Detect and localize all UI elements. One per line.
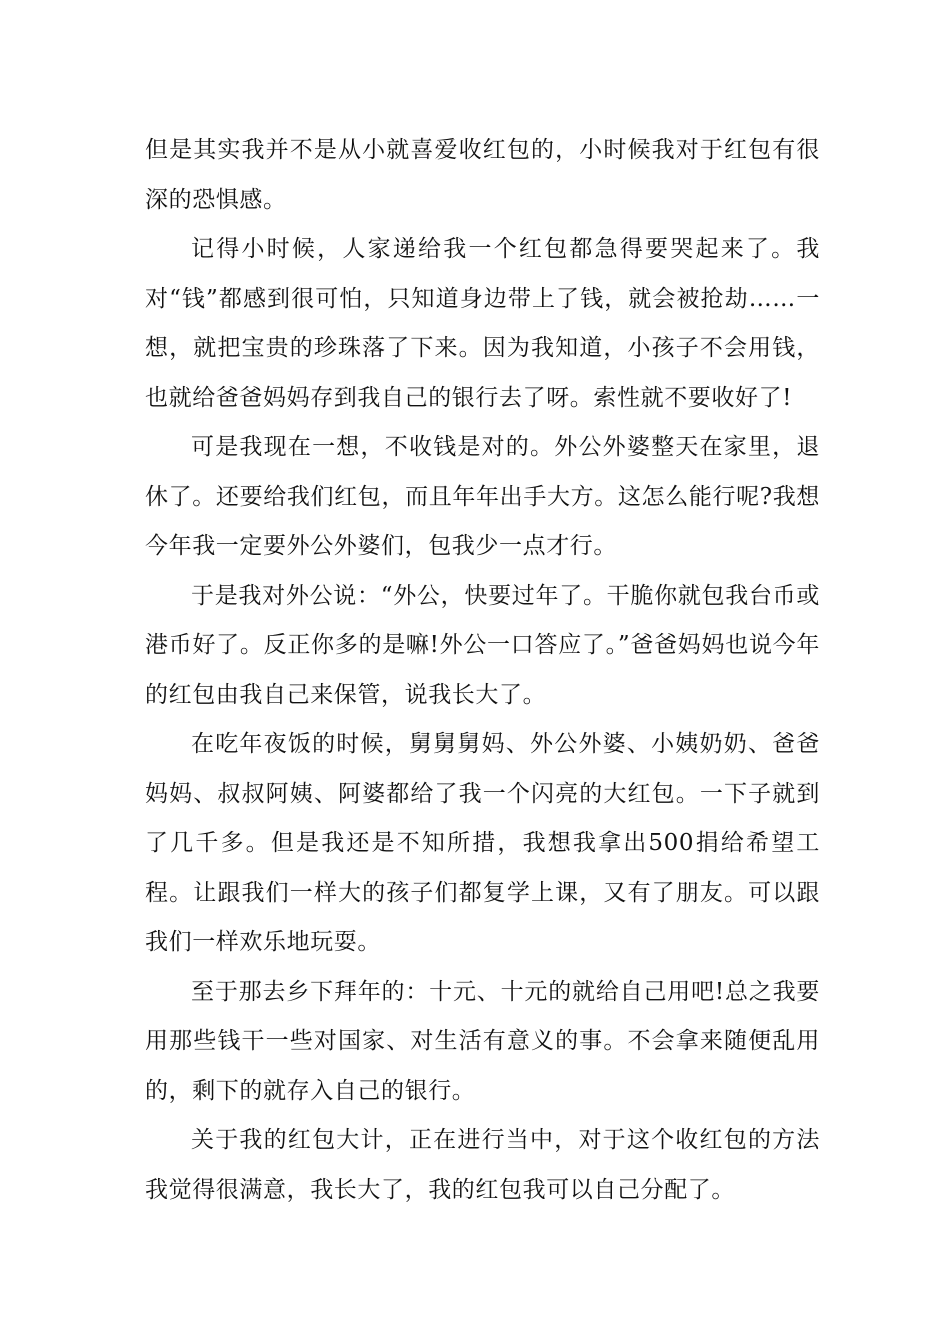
paragraph-4: 于是我对外公说：“外公，快要过年了。干脆你就包我台币或港币好了。反正你多的是嘛!外公一口答应了。”爸爸妈妈也说今年的红包由我自己来保管，说我长大了。 <box>145 582 820 708</box>
paragraph-2: 记得小时候，人家递给我一个红包都急得要哭起来了。我对“钱”都感到很可怕，只知道身边带上了钱，就会被抢劫……一想，就把宝贵的珍珠落了下来。因为我知道，小孩子不会用钱，也就给爸爸妈妈存到我自己的银行去了呀。索性就不要收好了! <box>145 236 820 411</box>
paragraph-7: 关于我的红包大计，正在进行当中，对于这个收红包的方法我觉得很满意，我长大了，我的红包我可以自己分配了。 <box>145 1127 820 1203</box>
paragraph-3: 可是我现在一想，不收钱是对的。外公外婆整天在家里，退休了。还要给我们红包，而且年年出手大方。这怎么能行呢?我想今年我一定要外公外婆们，包我少一点才行。 <box>145 434 820 559</box>
paragraph-1: 但是其实我并不是从小就喜爱收红包的，小时候我对于红包有很深的恐惧感。 <box>145 137 820 213</box>
document-body <box>145 126 820 1215</box>
paragraph-5: 在吃年夜饭的时候，舅舅舅妈、外公外婆、小姨奶奶、爸爸妈妈、叔叔阿姨、阿婆都给了我一个闪亮的大红包。一下子就到了几千多。但是我还是不知所措，我想我拿出500捐给希望工程。让跟我们一样大的孩子们都复学上课，又有了朋友。可以跟我们一样欢乐地玩耍。 <box>145 731 820 955</box>
paragraph-6: 至于那去乡下拜年的：十元、十元的就给自己用吧!总之我要用那些钱干一些对国家、对生活有意义的事。不会拿来随便乱用的，剩下的就存入自己的银行。 <box>145 978 820 1104</box>
